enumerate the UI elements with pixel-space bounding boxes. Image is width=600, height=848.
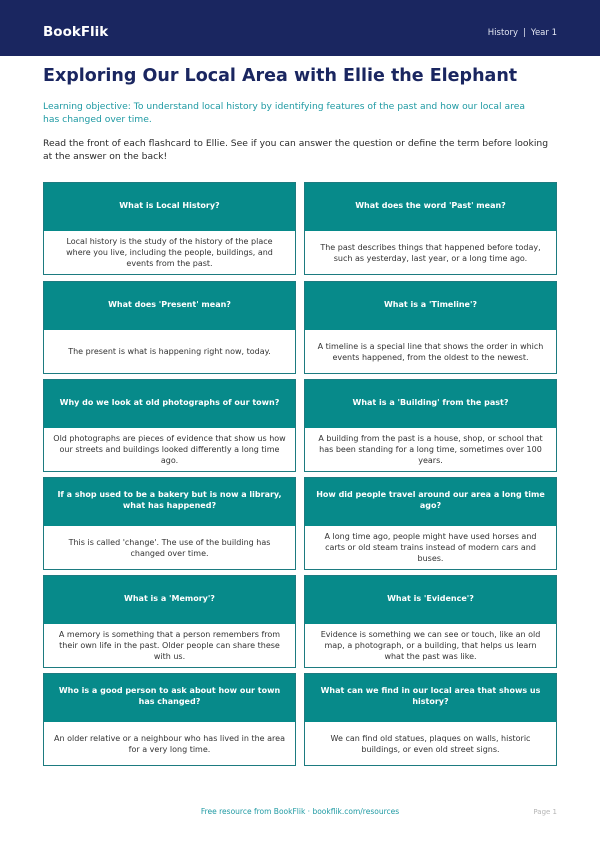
flashcard-answer: Local history is the study of the history of the place where you live, including the people, buildings, and events from the past. bbox=[66, 237, 273, 268]
flashcard-question: What is 'Evidence'? bbox=[305, 576, 556, 624]
flashcard[interactable] bbox=[304, 477, 557, 570]
flashcard-question: Why do we look at old photographs of our town? bbox=[44, 380, 295, 428]
flashcard-answer: Evidence is something we can see or touch, like an old map, a photograph, or a building, that helps us learn what the past was like. bbox=[320, 630, 541, 661]
flashcard[interactable] bbox=[43, 182, 296, 275]
flashcard-answer: A timeline is a special line that shows the order in which events happened, from the oldest to the newest. bbox=[317, 341, 544, 362]
flashcard[interactable] bbox=[43, 281, 296, 374]
flashcard-question: What is Local History? bbox=[44, 183, 295, 231]
page-number: Page 1 bbox=[533, 808, 557, 816]
flashcard[interactable] bbox=[304, 281, 557, 374]
header-bar bbox=[0, 0, 600, 56]
learning-objective: Learning objective: To understand local history by identifying features of the past and how our local area has changed over time. bbox=[43, 101, 526, 125]
breadcrumb-subject[interactable]: History bbox=[487, 28, 519, 38]
flashcard-question: What does 'Present' mean? bbox=[44, 282, 295, 330]
flashcard-question: If a shop used to be a bakery but is now a library, what has happened? bbox=[44, 478, 295, 526]
flashcard[interactable] bbox=[43, 477, 296, 570]
flashcard-answer: The present is what is happening right now, today. bbox=[68, 347, 271, 356]
breadcrumb bbox=[488, 28, 557, 38]
page-title: Exploring Our Local Area with Ellie the Elephant bbox=[43, 66, 518, 86]
flashcard-answer: Old photographs are pieces of evidence that show us how our streets and buildings looked differently a long time ago. bbox=[53, 434, 286, 465]
footer-link[interactable]: Free resource from BookFlik · bookflik.com/resources bbox=[200, 807, 400, 816]
flashcard[interactable] bbox=[304, 673, 557, 766]
flashcard-question: What can we find in our local area that shows us history? bbox=[305, 674, 556, 722]
flashcard[interactable] bbox=[304, 575, 557, 668]
flashcard-question: What is a 'Memory'? bbox=[44, 576, 295, 624]
flashcard-answer: A building from the past is a house, shop, or school that has been standing for a long time, sometimes over 100 years. bbox=[318, 434, 543, 465]
flashcard-question: What is a 'Timeline'? bbox=[305, 282, 556, 330]
flashcard[interactable] bbox=[304, 379, 557, 472]
intro-text: Read the front of each flashcard to Ellie. See if you can answer the question or define the term before looking at the answer on the back! bbox=[43, 138, 549, 162]
flashcard-question: What is a 'Building' from the past? bbox=[305, 380, 556, 428]
flashcard-answer: A memory is something that a person remembers from their own life in the past. Older people can share these with us. bbox=[58, 630, 281, 661]
flashcard-question: Who is a good person to ask about how our town has changed? bbox=[44, 674, 295, 722]
flashcard-answer: A long time ago, people might have used horses and carts or old steam trains instead of modern cars and buses. bbox=[324, 532, 537, 563]
flashcard[interactable] bbox=[43, 673, 296, 766]
flashcard[interactable] bbox=[304, 182, 557, 275]
flashcard-answer: We can find old statues, plaques on walls, historic buildings, or even old street signs. bbox=[330, 733, 531, 754]
flashcard-answer: An older relative or a neighbour who has lived in the area for a very long time. bbox=[54, 733, 285, 754]
flashcard-question: How did people travel around our area a long time ago? bbox=[305, 478, 556, 526]
flashcard-answer: The past describes things that happened before today, such as yesterday, last year, or a long time ago. bbox=[320, 242, 541, 263]
breadcrumb-year[interactable]: Year 1 bbox=[530, 28, 557, 38]
flashcard[interactable] bbox=[43, 379, 296, 472]
flashcard[interactable] bbox=[43, 575, 296, 668]
flashcard-answer: This is called 'change'. The use of the building has changed over time. bbox=[68, 537, 271, 558]
flashcard-question: What does the word 'Past' mean? bbox=[305, 183, 556, 231]
brand-logo[interactable]: BookFlik bbox=[43, 24, 109, 40]
breadcrumb-separator: | bbox=[523, 28, 526, 38]
